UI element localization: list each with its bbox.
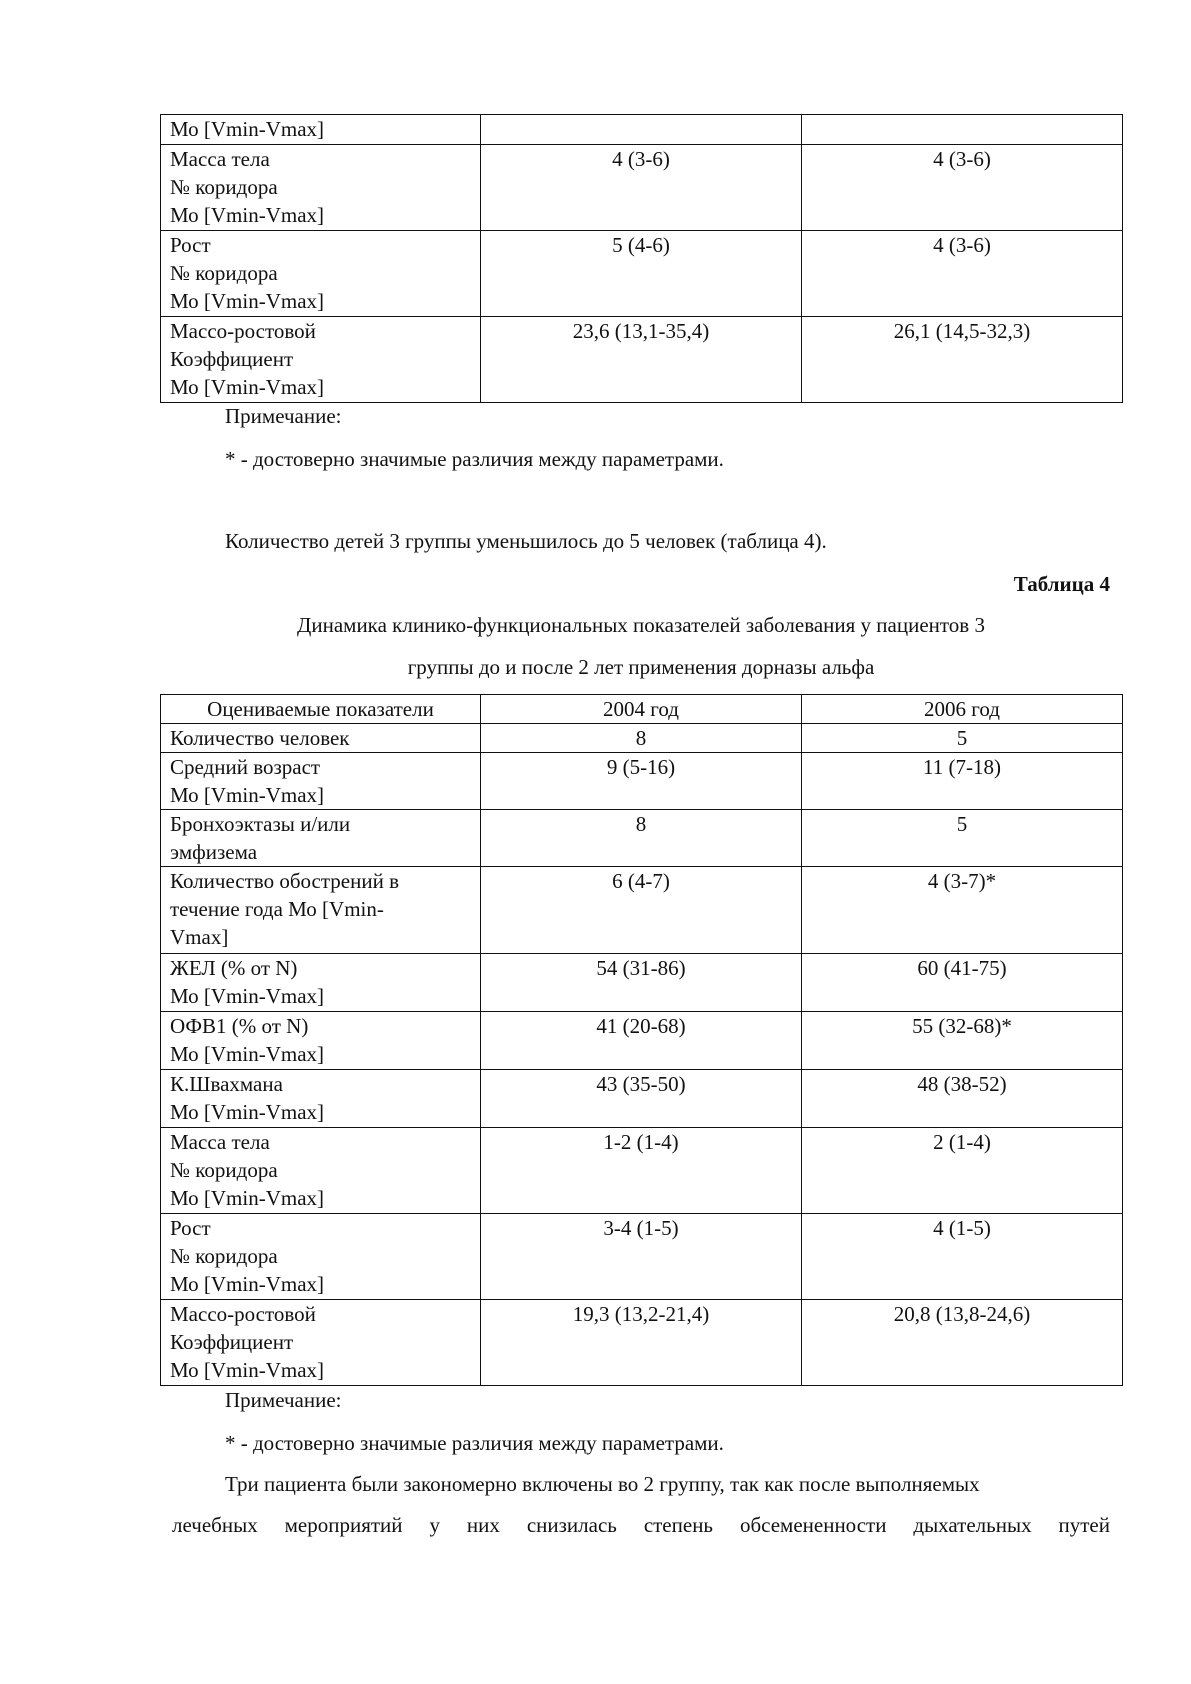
value-2004: 23,6 (13,1-35,4) — [481, 317, 802, 403]
table-row — [161, 115, 1123, 145]
column-header: 2006 год — [802, 695, 1123, 724]
value-2004: 43 (35-50) — [481, 1070, 802, 1128]
table-row — [161, 954, 1123, 1012]
paragraph: Количество детей 3 группы уменьшилось до 5 человек (таблица 4). — [225, 529, 827, 553]
value-2004: 1-2 (1-4) — [481, 1128, 802, 1214]
row-label: Рост № коридора Мо [Vmin-Vmax] — [161, 1214, 481, 1300]
row-label: Мо [Vmin-Vmax] — [161, 115, 481, 145]
row-label: Средний возраст Мо [Vmin-Vmax] — [161, 753, 481, 810]
value-2004 — [481, 115, 802, 145]
value-2006: 26,1 (14,5-32,3) — [802, 317, 1123, 403]
table-row — [161, 810, 1123, 867]
value-2006: 11 (7-18) — [802, 753, 1123, 810]
table-row — [161, 231, 1123, 317]
value-2006: 60 (41-75) — [802, 954, 1123, 1012]
table-row — [161, 145, 1123, 231]
value-2006: 4 (3-6) — [802, 231, 1123, 317]
table-4 — [160, 694, 1123, 1386]
column-header: 2004 год — [481, 695, 802, 724]
paragraph-line: Три пациента были закономерно включены во 2 группу, так как после выполняемых — [225, 1472, 980, 1496]
value-2004: 54 (31-86) — [481, 954, 802, 1012]
table-row — [161, 1012, 1123, 1070]
table-row — [161, 1128, 1123, 1214]
value-2004: 4 (3-6) — [481, 145, 802, 231]
row-label: Масса тела № коридора Мо [Vmin-Vmax] — [161, 1128, 481, 1214]
value-2004: 6 (4-7) — [481, 867, 802, 954]
value-2004: 3-4 (1-5) — [481, 1214, 802, 1300]
table-caption-line2: группы до и после 2 лет применения дорназы альфа — [407, 655, 875, 679]
value-2006: 48 (38-52) — [802, 1070, 1123, 1128]
value-2004: 9 (5-16) — [481, 753, 802, 810]
table-row — [161, 867, 1123, 954]
row-label: ОФВ1 (% от N) Мо [Vmin-Vmax] — [161, 1012, 481, 1070]
value-2006 — [802, 115, 1123, 145]
table-header-row — [161, 695, 1123, 724]
table-row — [161, 1214, 1123, 1300]
value-2004: 5 (4-6) — [481, 231, 802, 317]
column-header: Оцениваемые показатели — [161, 695, 481, 724]
note-label: Примечание: — [225, 404, 342, 428]
row-label: Рост № коридора Мо [Vmin-Vmax] — [161, 231, 481, 317]
value-2006: 4 (1-5) — [802, 1214, 1123, 1300]
table-row — [161, 317, 1123, 403]
table-caption-line1: Динамика клинико-функциональных показателей заболевания у пациентов 3 — [297, 613, 985, 637]
row-label: Массо-ростовой Коэффициент Мо [Vmin-Vmax] — [161, 1300, 481, 1386]
row-label: Бронхоэктазы и/или эмфизема — [161, 810, 481, 867]
table-continued — [160, 114, 1123, 403]
table-row — [161, 724, 1123, 753]
note-text: * - достоверно значимые различия между параметрами. — [225, 447, 724, 471]
note-label: Примечание: — [225, 1388, 342, 1412]
value-2006: 4 (3-7)* — [802, 867, 1123, 954]
row-label: Количество обострений в течение года Мо [Vmin- Vmax] — [161, 867, 481, 954]
table-number: Таблица 4 — [1013, 572, 1110, 596]
value-2004: 19,3 (13,2-21,4) — [481, 1300, 802, 1386]
table-row — [161, 1300, 1123, 1386]
paragraph-line: лечебных мероприятий у них снизилась степень обсемененности дыхательных путей — [172, 1513, 1110, 1537]
value-2004: 8 — [481, 810, 802, 867]
row-label: Количество человек — [161, 724, 481, 753]
row-label: Массо-ростовой Коэффициент Мо [Vmin-Vmax] — [161, 317, 481, 403]
value-2006: 5 — [802, 724, 1123, 753]
value-2004: 8 — [481, 724, 802, 753]
value-2006: 4 (3-6) — [802, 145, 1123, 231]
value-2006: 20,8 (13,8-24,6) — [802, 1300, 1123, 1386]
row-label: К.Швахмана Мо [Vmin-Vmax] — [161, 1070, 481, 1128]
table-row — [161, 1070, 1123, 1128]
row-label: ЖЕЛ (% от N) Мо [Vmin-Vmax] — [161, 954, 481, 1012]
value-2004: 41 (20-68) — [481, 1012, 802, 1070]
value-2006: 2 (1-4) — [802, 1128, 1123, 1214]
table-row — [161, 753, 1123, 810]
note-text: * - достоверно значимые различия между параметрами. — [225, 1431, 724, 1455]
row-label: Масса тела № коридора Мо [Vmin-Vmax] — [161, 145, 481, 231]
value-2006: 5 — [802, 810, 1123, 867]
value-2006: 55 (32-68)* — [802, 1012, 1123, 1070]
